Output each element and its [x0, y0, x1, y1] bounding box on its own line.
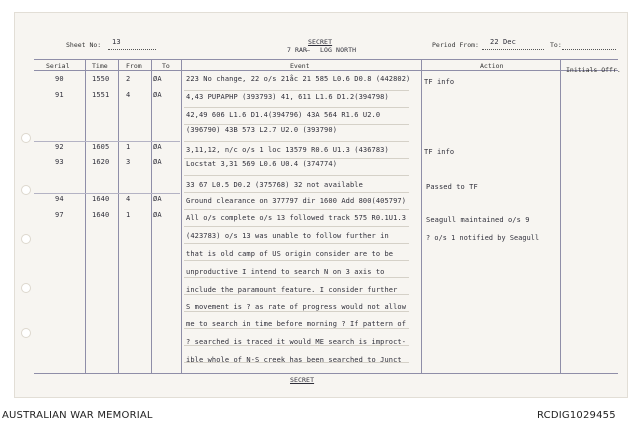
unit-label: 7 RAR [287, 46, 308, 54]
punch-hole [21, 283, 31, 293]
ruled-line [184, 226, 409, 227]
table-cell-from: 1 [126, 211, 131, 219]
table-cell-event: 42,49 606 L1.6 D1.4(394796) 43A 564 R1.6 U2.0 [186, 111, 381, 119]
row-separator [34, 141, 180, 142]
table-cell-time: 1551 [92, 91, 110, 99]
period-from-value: 22 Dec [490, 38, 516, 46]
table-cell-serial: 91 [55, 91, 64, 99]
col-divider [421, 59, 422, 373]
table-cell-action: TF info [424, 78, 455, 86]
col-header-action: Action [480, 62, 504, 70]
table-cell-to: ØA [153, 211, 162, 219]
table-cell-to: ØA [153, 158, 162, 166]
table-cell-event: Locstat 3,31 569 L0.6 U0.4 (374774) [186, 160, 338, 168]
col-header-from: From [126, 62, 142, 70]
period-from-dots [482, 49, 544, 50]
to-dots [562, 49, 616, 50]
table-cell-to: ØA [153, 75, 162, 83]
table-bottom-border [34, 373, 618, 374]
punch-hole [21, 185, 31, 195]
to-label: To: [550, 41, 562, 49]
table-cell-from: 3 [126, 158, 131, 166]
sheet-no-value: 13 [112, 38, 121, 46]
table-cell-event: ible whole of N-S creek has been searched to Junct [186, 356, 402, 364]
table-cell-event: 4,43 PUPAPHP (393793) 41, 611 L1.6 D1.2(394798) [186, 93, 389, 101]
table-cell-to: ØA [153, 195, 162, 203]
ruled-line [184, 90, 409, 91]
table-cell-from: 2 [126, 75, 131, 83]
record-id: RCDIG1029455 [537, 410, 616, 421]
ruled-line [184, 107, 409, 108]
table-cell-serial: 93 [55, 158, 64, 166]
table-cell-time: 1640 [92, 211, 110, 219]
ruled-line [184, 141, 409, 142]
table-cell-from: 4 [126, 195, 131, 203]
sheet-no-dots [108, 49, 156, 50]
table-cell-to: ØA [153, 91, 162, 99]
col-divider [560, 59, 561, 373]
archive-credit: AUSTRALIAN WAR MEMORIAL [2, 410, 153, 421]
table-cell-serial: 94 [55, 195, 64, 203]
punch-hole [21, 234, 31, 244]
table-cell-event: Ground clearance on 377797 dir 1600 Add 800(405797) [186, 197, 407, 205]
table-cell-time: 1550 [92, 75, 110, 83]
table-cell-event: 223 No change, 22 o/s 21åc 21 585 L0.6 D0.8 (442802) [186, 75, 411, 83]
table-cell-event: ? searched is traced it would ME search is improct- [186, 338, 407, 346]
table-cell-time: 1640 [92, 195, 110, 203]
table-top-border [34, 59, 618, 60]
ruled-line [184, 175, 409, 176]
ruled-line [184, 124, 409, 125]
table-cell-event: S movement is ? as rate of progress would not allow [186, 303, 407, 311]
table-cell-event: 33 67 L0.5 D0.2 (375768) 32 not available [186, 181, 363, 189]
classification-top: SECRET [308, 38, 333, 46]
col-header-initials: Initials Offr. [566, 66, 621, 74]
row-separator [34, 193, 180, 194]
col-divider [181, 59, 182, 373]
table-cell-event: that is old camp of US origin consider are to be [186, 250, 394, 258]
col-header-to: To [162, 62, 170, 70]
table-cell-event: (396790) 43B 573 L2.7 U2.0 (393790) [186, 126, 338, 134]
col-divider [151, 59, 152, 373]
ruled-line [184, 192, 409, 193]
table-cell-from: 1 [126, 143, 131, 151]
table-cell-from: 4 [126, 91, 131, 99]
sheet-no-label: Sheet No: [66, 41, 102, 49]
table-cell-action: Passed to TF [426, 183, 478, 191]
header-bottom-border [34, 70, 618, 71]
table-cell-action: Seagull maintained o/s 9 [426, 216, 530, 224]
col-divider [85, 59, 86, 373]
table-cell-time: 1620 [92, 158, 110, 166]
log-name: LOG NORTH [320, 46, 357, 54]
punch-hole [21, 328, 31, 338]
classification-bottom: SECRET [290, 376, 315, 384]
table-cell-to: ØA [153, 143, 162, 151]
ruled-line [184, 243, 409, 244]
col-divider [118, 59, 119, 373]
period-from-label: Period From: [432, 41, 479, 49]
ruled-line [184, 294, 409, 295]
table-cell-event: me to search in time before morning ? If pattern of [186, 320, 407, 328]
table-cell-event: (423783) o/s 13 was unable to follow further in [186, 232, 389, 240]
table-cell-event: All o/s complete o/s 13 followed track 575 R0.1U1.3 [186, 214, 407, 222]
table-cell-serial: 92 [55, 143, 64, 151]
table-cell-action: TF info [424, 148, 455, 156]
table-cell-action: ? o/s 1 notified by Seagull [426, 234, 540, 242]
col-header-serial: Serial [46, 62, 70, 70]
ruled-line [184, 311, 409, 312]
table-cell-event: 3,11,12, n/c o/s 1 loc 13579 R0.6 U1.3 (436783) [186, 146, 389, 154]
col-header-event: Event [290, 62, 310, 70]
table-cell-time: 1605 [92, 143, 110, 151]
table-cell-serial: 90 [55, 75, 64, 83]
ruled-line [184, 209, 409, 210]
table-cell-event: unproductive I intend to search N on 3 axis to [186, 268, 385, 276]
table-cell-event: include the paramount feature. I consider further [186, 286, 398, 294]
col-header-time: Time [92, 62, 108, 70]
ruled-line [184, 277, 409, 278]
ruled-line [184, 158, 409, 159]
punch-hole [21, 133, 31, 143]
table-cell-serial: 97 [55, 211, 64, 219]
ruled-line [184, 260, 409, 261]
ruled-line [184, 328, 409, 329]
